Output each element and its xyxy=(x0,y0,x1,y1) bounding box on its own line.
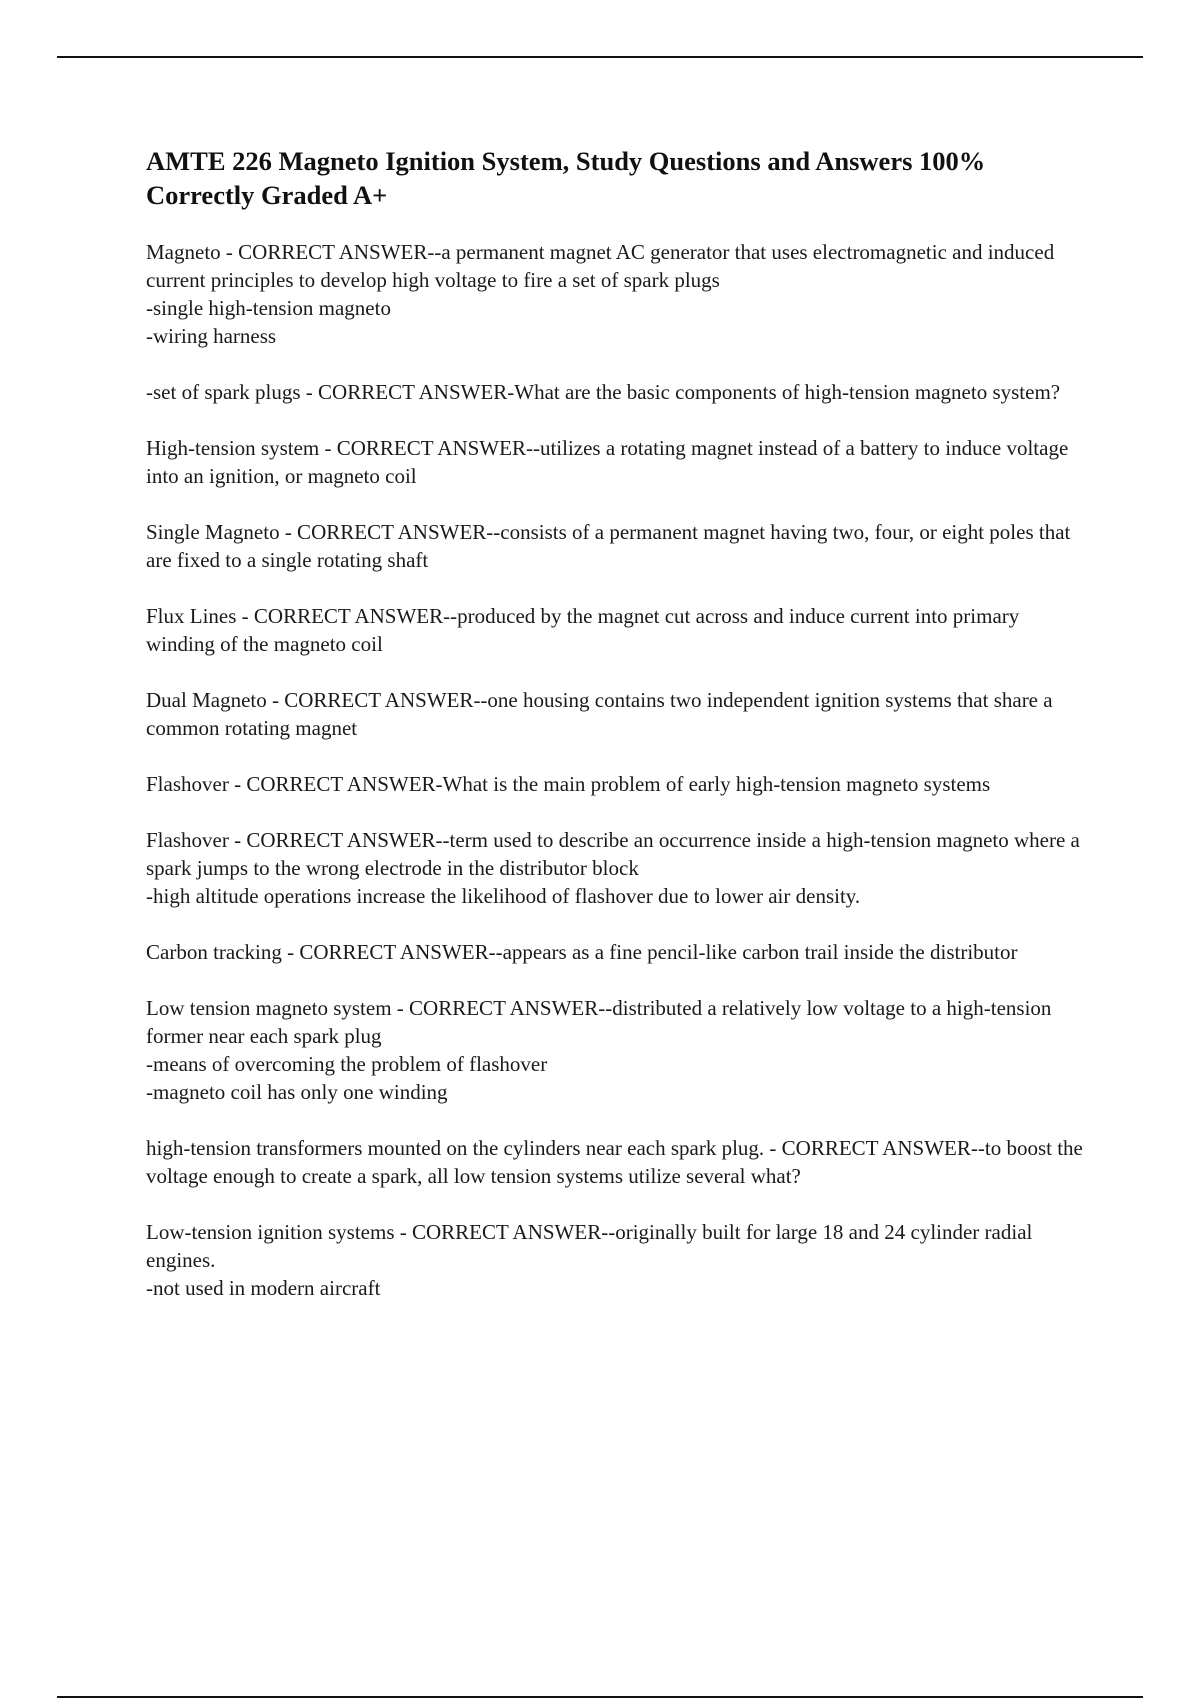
bottom-rule xyxy=(57,1696,1143,1698)
qa-entry: Magneto - CORRECT ANSWER--a permanent magnet AC generator that uses electromagnetic and induced current principles to develop high voltage to fire a set of spark plugs -single high-tension magneto -wiring harness xyxy=(146,240,1055,348)
qa-entry: Carbon tracking - CORRECT ANSWER--appears as a fine pencil-like carbon trail inside the distributor xyxy=(146,940,1018,964)
qa-entry: Low tension magneto system - CORRECT ANSWER--distributed a relatively low voltage to a high-tension former near each spark plug -means of overcoming the problem of flashover -magneto coil has only one winding xyxy=(146,996,1052,1104)
document-title: AMTE 226 Magneto Ignition System, Study Questions and Answers 100% Correctly Graded A+ xyxy=(146,146,986,210)
qa-entry: Flux Lines - CORRECT ANSWER--produced by the magnet cut across and induce current into primary winding of the magneto coil xyxy=(146,604,1020,656)
qa-entry: High-tension system - CORRECT ANSWER--utilizes a rotating magnet instead of a battery to induce voltage into an ignition, or magneto coil xyxy=(146,436,1069,488)
top-rule xyxy=(57,56,1143,58)
qa-entry: Flashover - CORRECT ANSWER--term used to describe an occurrence inside a high-tension magneto where a spark jumps to the wrong electrode in the distributor block -high altitude operations increase the likelihood of flashover due to lower air density. xyxy=(146,828,1080,908)
qa-entry: -set of spark plugs - CORRECT ANSWER-What are the basic components of high-tension magneto system? xyxy=(146,380,1061,404)
qa-entry: high-tension transformers mounted on the cylinders near each spark plug. - CORRECT ANSWER--to boost the voltage enough to create a spark, all low tension systems utilize several what? xyxy=(146,1136,1083,1188)
qa-entry: Flashover - CORRECT ANSWER-What is the main problem of early high-tension magneto systems xyxy=(146,772,991,796)
document-body xyxy=(146,144,1086,1330)
qa-list xyxy=(146,238,1086,1302)
qa-entry: Dual Magneto - CORRECT ANSWER--one housing contains two independent ignition systems that share a common rotating magnet xyxy=(146,688,1053,740)
qa-entry: Single Magneto - CORRECT ANSWER--consists of a permanent magnet having two, four, or eight poles that are fixed to a single rotating shaft xyxy=(146,520,1071,572)
qa-entry: Low-tension ignition systems - CORRECT ANSWER--originally built for large 18 and 24 cylinder radial engines. -not used in modern aircraft xyxy=(146,1220,1033,1300)
